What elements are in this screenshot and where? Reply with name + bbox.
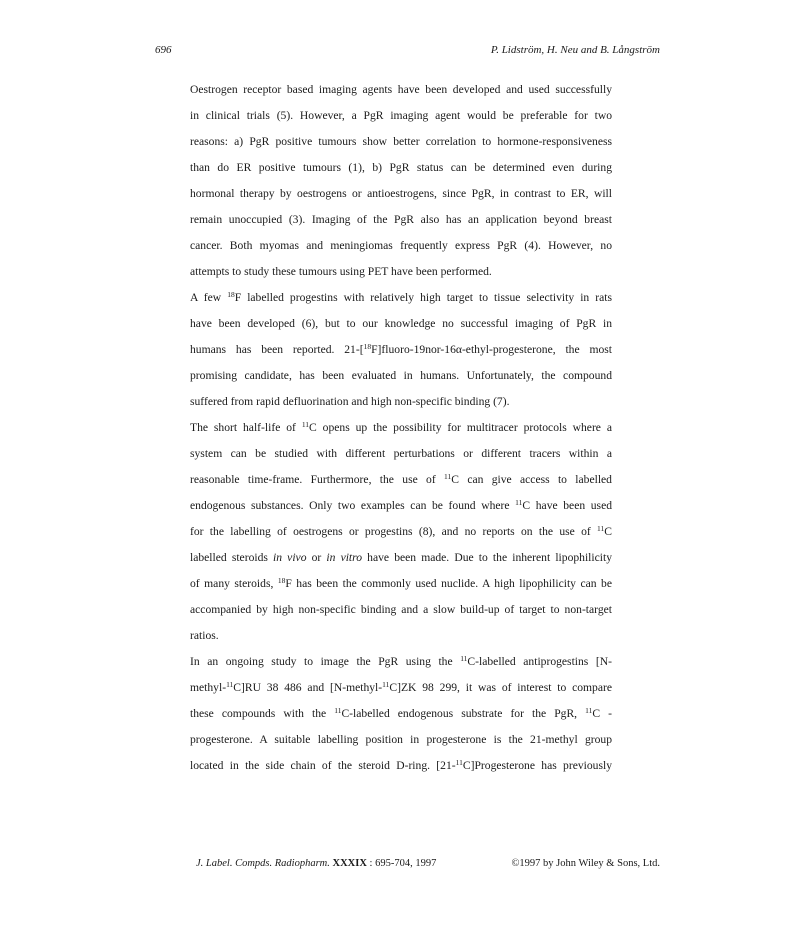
text-line: In an ongoing study to image the PgR using the $^{11}$C-labelled antiprogestins [N- <box>190 654 612 668</box>
text-line: promising candidate, has been evaluated in humans. Unfortunately, the compound <box>190 369 612 382</box>
text-line: suffered from rapid defluorination and high non-specific binding (7). <box>190 395 510 408</box>
text-line: The short half-life of $^{11}$C opens up the possibility for multitracer protocols where a <box>190 420 612 434</box>
text-line: system can be studied with different perturbations or different tracers within a <box>190 447 612 460</box>
pages-year: : 695-704, 1997 <box>369 858 437 869</box>
paragraph-4 <box>190 653 612 783</box>
text-line: A few $^{18}$F labelled progestins with relatively high target to tissue selectivity in rats <box>190 290 612 304</box>
text-line: progesterone. A suitable labelling position in progesterone is the 21-methyl group <box>190 733 612 746</box>
text-line: reasonable time-frame. Furthermore, the use of $^{11}$C can give access to labelled <box>190 472 612 486</box>
text-line: these compounds with the $^{11}$C-labelled endogenous substrate for the PgR, $^{11}$C - <box>190 706 612 720</box>
text-line: reasons: a) PgR positive tumours show better correlation to hormone-responsiveness <box>190 135 612 148</box>
text-line: endogenous substances. Only two examples can be found where $^{11}$C have been used <box>190 498 613 512</box>
text-line: located in the side chain of the steroid D-ring. [21-$^{11}$C]Progesterone has previously <box>190 758 612 772</box>
text-line: methyl-$^{11}$C]RU 38 486 and [N-methyl-$^{11}$C]ZK 98 299, it was of interest to compare <box>190 680 612 694</box>
text-line: labelled steroids in vivo or in vitro have been made. Due to the inherent lipophilicity <box>190 551 613 564</box>
paragraph-3 <box>190 419 612 653</box>
text-line: ratios. <box>190 629 219 642</box>
volume-number: XXXIX <box>332 858 367 869</box>
text-line: accompanied by high non-specific binding and a slow build-up of target to non-target <box>190 603 612 616</box>
page-number: 696 <box>155 44 172 56</box>
text-line: in clinical trials (5). However, a PgR imaging agent would be preferable for two <box>190 109 612 122</box>
text-line: hormonal therapy by oestrogens or antioestrogens, since PgR, in contrast to ER, will <box>190 187 612 200</box>
journal-name: J. Label. Compds. Radiopharm. <box>196 858 330 869</box>
text-line: Oestrogen receptor based imaging agents have been developed and used successfully <box>190 83 612 96</box>
text-line: humans has been reported. 21-[$^{18}$F]fluoro-19nor-16α-ethyl-progesterone, the most <box>190 342 612 356</box>
text-line: of many steroids, $^{18}$F has been the commonly used nuclide. A high lipophilicity can be <box>190 576 612 590</box>
footer-copyright: ©1997 by John Wiley & Sons, Ltd. <box>511 858 660 869</box>
text-line: for the labelling of oestrogens or progestins (8), and no reports on the use of $^{11}$C <box>190 524 612 538</box>
paragraph-1 <box>190 81 612 289</box>
text-line: have been developed (6), but to our knowledge no successful imaging of PgR in <box>190 317 612 330</box>
running-header-authors: P. Lidström, H. Neu and B. Långström <box>490 44 660 56</box>
text-line: than do ER positive tumours (1), b) PgR status can be determined even during <box>190 161 612 174</box>
text-line: cancer. Both myomas and meningiomas frequently express PgR (4). However, no <box>190 239 612 252</box>
paragraph-2 <box>190 289 612 419</box>
footer-citation <box>196 858 436 869</box>
article-body <box>190 81 612 783</box>
text-line: remain unoccupied (3). Imaging of the PgR also has an application beyond breast <box>190 213 612 226</box>
text-line: attempts to study these tumours using PET have been performed. <box>190 265 492 278</box>
